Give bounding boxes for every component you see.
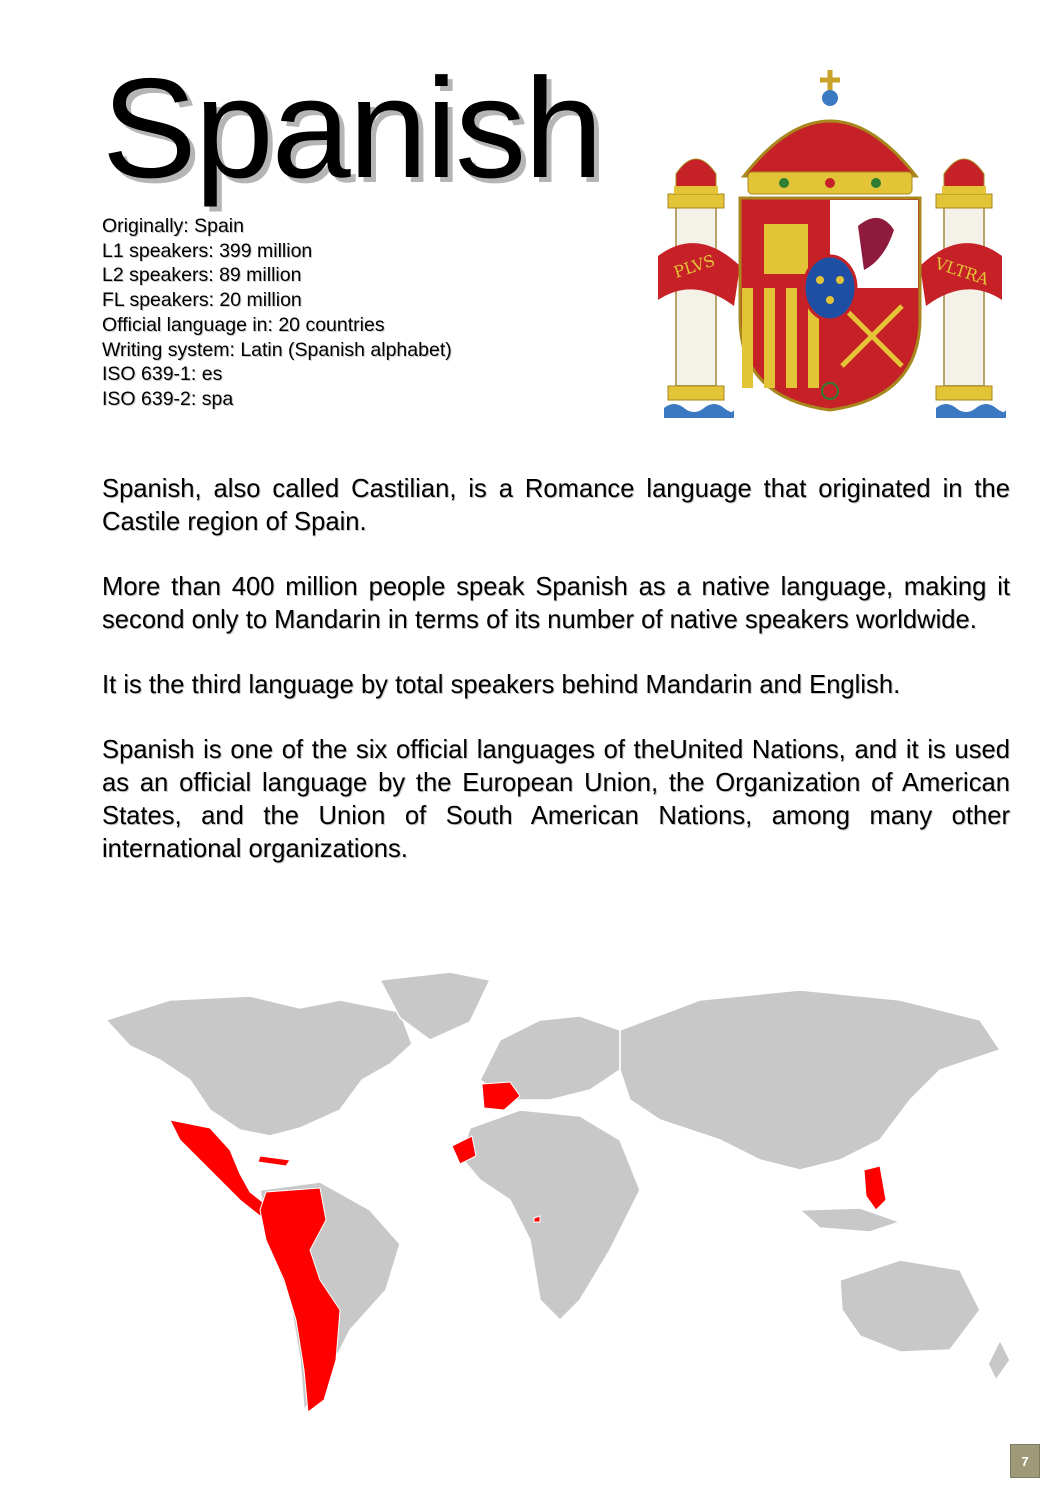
north-america-shape — [106, 996, 412, 1136]
paragraph-total-speakers: It is the third language by total speakers behind Mandarin and English. — [102, 671, 901, 699]
asia-shape — [620, 990, 1000, 1170]
mexico-shape — [170, 1120, 270, 1216]
world-map-icon — [100, 960, 1020, 1420]
paragraph-native-speakers: More than 400 million people speak Spanish as a native language, making it second only to Mandarin in terms of its number of native speakers worldwide. — [102, 573, 1010, 634]
fact-iso-639-2: ISO 639-2: spa — [102, 387, 234, 410]
philippines-shape — [864, 1166, 886, 1210]
crown-icon — [744, 70, 916, 194]
fact-fl-speakers: FL speakers: 20 million — [102, 289, 302, 312]
fact-iso-639-1: ISO 639-1: es — [102, 363, 223, 386]
motto-right-label: VLTRA — [932, 253, 992, 289]
new-zealand-shape — [988, 1340, 1010, 1380]
motto-left-label: PLVS — [671, 250, 718, 282]
article-body — [102, 473, 1010, 898]
australia-shape — [840, 1260, 980, 1352]
shield-icon — [740, 198, 920, 410]
paragraph-intro: Spanish, also called Castilian, is a Romance language that originated in the Castile region of Spain. — [102, 475, 1010, 536]
fact-l1-speakers: L1 speakers: 399 million — [102, 239, 313, 262]
fact-official-countries: Official language in: 20 countries — [102, 313, 385, 336]
fact-origin: Originally: Spain — [102, 215, 244, 237]
page-number: 7 — [1010, 1444, 1040, 1478]
coat-of-arms-icon — [654, 56, 1006, 434]
indonesia-shape — [800, 1208, 900, 1232]
paragraph-official-status: Spanish is one of the six official languages of theUnited Nations, and it is used as an official language by the European Union, the Organization of American States, and the Union of South American Nations, among many other international organizations. — [102, 736, 1010, 863]
fact-l2-speakers: L2 speakers: 89 million — [102, 264, 302, 287]
africa-shape — [460, 1110, 640, 1320]
language-facts — [102, 214, 452, 412]
fact-writing-system: Writing system: Latin (Spanish alphabet) — [102, 338, 452, 361]
caribbean-shape — [258, 1156, 290, 1166]
page-title: Spanish — [102, 49, 602, 208]
